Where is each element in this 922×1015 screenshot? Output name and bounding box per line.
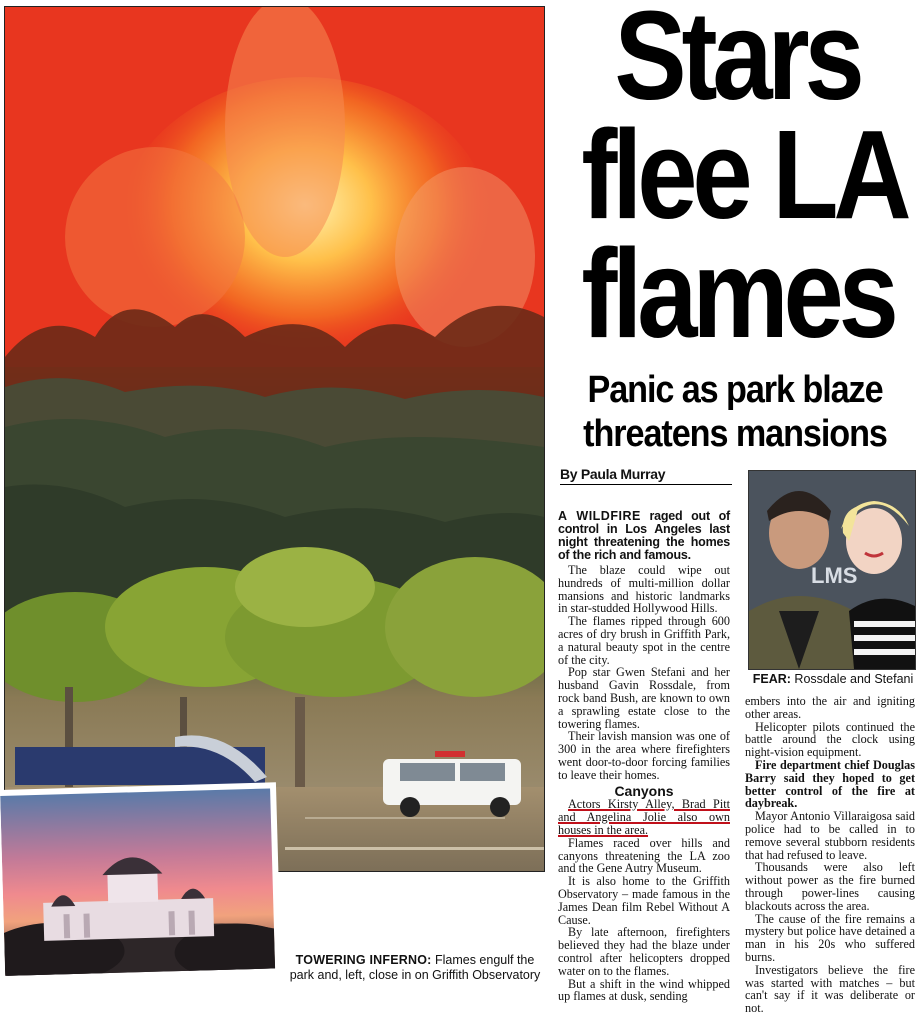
subhead-line-2: threatens mansions	[583, 413, 887, 455]
side-photo-caption	[748, 672, 918, 686]
subheadline	[570, 368, 899, 456]
paragraph: The flames ripped through 600 acres of dry brush in Griffith Park, a natural beauty spot in the centre of the city.	[558, 614, 730, 667]
paragraph: Helicopter pilots continued the battle around the clock using night-vision equipment.	[745, 719, 915, 760]
paragraph: But a shift in the wind whipped up flames at dusk, sending	[558, 976, 730, 1004]
paragraph: Investigators believe the fire was started with matches – but can't say if it was deliberate or not.	[745, 962, 915, 1015]
subhead-line-1: Panic as park blaze	[587, 369, 883, 411]
backdrop-text: LMS	[811, 563, 858, 588]
paragraph-bold: Fire department chief Douglas Barry said they hoped to get better control of the fire at daybreak.	[745, 757, 915, 811]
observatory-scene	[0, 788, 275, 975]
paragraph: Mayor Antonio Villaraigosa said police had to be called in to remove several stubborn residents that had refused to leave.	[745, 809, 915, 862]
lede-rest: raged out of control in Los Angeles last night threatening the homes of the rich and famous.	[558, 509, 730, 562]
wildfire-scene	[5, 7, 544, 871]
headline-line-1: Stars	[614, 0, 860, 126]
paragraph: Pop star Gwen Stefani and her husband Gavin Rossdale, from rock band Bush, are known to own a sprawling estate close to the towering flames.	[558, 665, 730, 731]
main-photo-wildfire	[4, 6, 545, 872]
paragraph: By late afternoon, firefighters believed they had the blaze under control after helicopters dropped water on to the flames.	[558, 925, 730, 978]
paragraph: It is also home to the Griffith Observatory – made famous in the James Dean film Rebel Without A Cause.	[558, 874, 730, 927]
paragraph: embers into the air and igniting other areas.	[745, 694, 915, 721]
side-caption-label: FEAR:	[752, 672, 791, 686]
lede-first-words: A WILDFIRE	[558, 509, 641, 523]
main-caption-text: Flames engulf the park and, left, close in on Griffith Observatory	[289, 953, 541, 982]
byline: By Paula Murray	[560, 466, 732, 485]
article-lede	[558, 510, 730, 562]
headline-line-2: flee LA	[581, 104, 907, 245]
side-photo-rossdale-stefani	[748, 470, 916, 670]
crosshead: Canyons	[614, 782, 674, 799]
main-photo-caption	[287, 953, 543, 983]
main-caption-label: TOWERING INFERNO:	[295, 953, 432, 967]
article-column-2	[745, 695, 915, 1015]
paragraph: The cause of the fire remains a mystery but police have detained a man in his 20s who suffered burns.	[745, 911, 915, 964]
paragraph: Their lavish mansion was one of 300 in the area where firefighters went door-to-door forcing families to leave their homes.	[558, 729, 730, 782]
couple-portrait	[749, 471, 915, 669]
headline-line-3: flames	[581, 223, 894, 364]
article-column-1	[558, 510, 730, 1003]
paragraph: Flames raced over hills and canyons threatening the LA zoo and the Gene Autry Museum.	[558, 835, 730, 876]
paragraph: The blaze could wipe out hundreds of multi-million dollar mansions and historic landmarks in star-studded Hollywood Hills.	[558, 563, 730, 616]
headline	[581, 0, 907, 364]
paragraph-underlined: Actors Kirsty Alley, Brad Pitt and Angelina Jolie also own houses in the area.	[558, 797, 730, 837]
side-caption-text: Rossdale and Stefani	[794, 672, 914, 686]
inset-photo-griffith-observatory	[0, 782, 281, 982]
paragraph: Thousands were also left without power as the fire burned through power-lines causing blackouts across the area.	[745, 860, 915, 913]
